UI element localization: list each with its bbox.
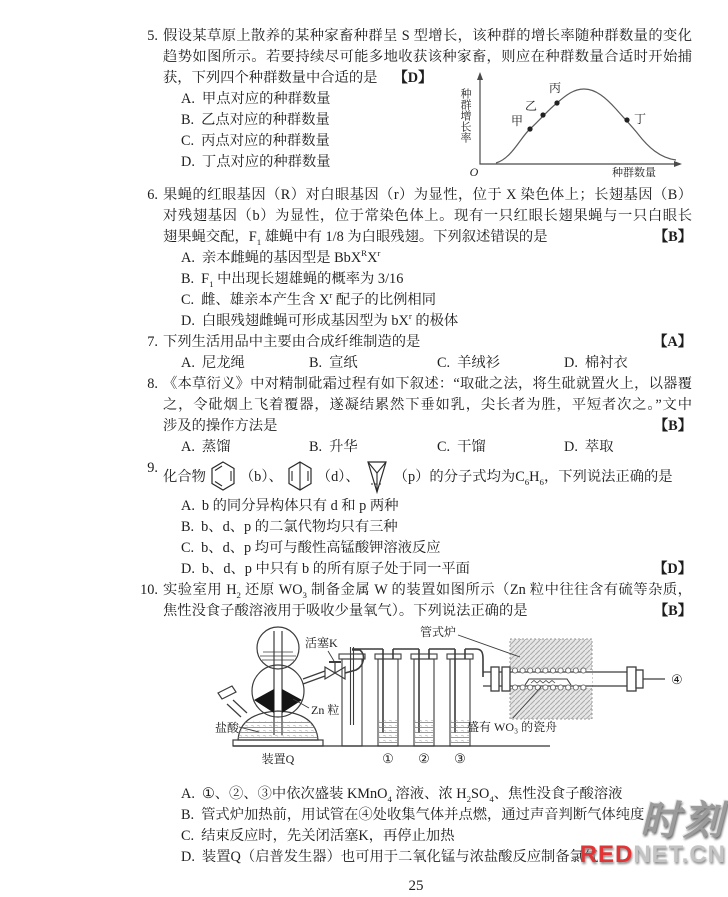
q10-option-b-text: 管式炉加热前，用试管在④处收集气体并点燃，通过声音判断气体纯度 — [201, 807, 645, 823]
q6-option-b-text: $F_1$ 中出现长翅雄蝇的概率为 3/16 — [201, 271, 404, 289]
q7-option-a-text: 尼龙绳 — [201, 355, 245, 371]
q6-option-a-text: 亲本雌蝇的基因型是 $BbX^RX^r$ — [201, 248, 381, 266]
q9-stem-prefix: 化合物 — [163, 468, 206, 485]
q8-stem-line3 — [163, 416, 692, 437]
q5-option-d — [163, 152, 444, 173]
q7-options-row — [163, 353, 692, 374]
q8-option-b-label: B. — [309, 439, 323, 455]
point-bing-label: 丙 — [548, 81, 562, 95]
question-6 — [140, 185, 692, 332]
prismane-structure-icon — [362, 458, 392, 496]
outlet-number: ④ — [671, 672, 683, 687]
point-ding-label: 丁 — [634, 112, 647, 126]
q8-stem-line3-text: 涉及的操作方法是 — [163, 418, 278, 434]
point-jia-label: 甲 — [510, 114, 523, 128]
q5-option-a-text: 甲点对应的种群数量 — [201, 91, 331, 107]
q8-option-b-text: 升华 — [329, 439, 358, 455]
q10-option-d-text: 装置Q（启普发生器）也可用于二氧化锰与浓盐酸反应制备氯气 — [201, 849, 599, 865]
q8-options-row — [163, 437, 692, 458]
y-axis-label: 种群增长率 — [459, 88, 471, 143]
q6-option-c-text: 雌、雄亲本产生含 $X^r$ 配子的比例相同 — [201, 290, 437, 308]
q8-stem-line2: 之，令砒烟上飞着覆器，遂凝结累然下垂如乳，尖长者为胜，平短者次之。”文中 — [163, 397, 692, 413]
q9-option-c-text: b、d、p 均可与酸性高锰酸钾溶液反应 — [201, 540, 441, 556]
q5-option-b — [163, 110, 444, 131]
q5-option-d-label: D. — [181, 154, 195, 170]
q8-option-c-text: 干馏 — [457, 439, 486, 455]
q6-option-a-label: A. — [181, 250, 195, 266]
population-growth-rate-chart — [444, 68, 692, 185]
q9-option-d — [163, 559, 692, 580]
q9-stem-tail: （p）的分子式均为$C_6H_6$，下列说法正确的是 — [393, 468, 673, 487]
acid-label: 盐酸 — [215, 721, 240, 735]
q7-answer-marker: 【A】 — [653, 334, 692, 350]
q8-option-d — [564, 437, 692, 458]
q5-stem-line3-text: 获，下列四个种群数量中合适的是 — [163, 70, 378, 86]
bell-curve — [496, 89, 676, 163]
point-ding-dot — [624, 117, 629, 122]
q6-number: 6. — [147, 187, 158, 203]
q10-option-d-label: D. — [181, 849, 195, 865]
q9-answer-marker: 【D】 — [653, 561, 692, 577]
q9-option-a — [163, 496, 692, 517]
bottle1-number: ① — [382, 751, 394, 766]
q6-option-d-text: 白眼残翅雌蝇可形成基因型为 $bX^r$ 的极体 — [201, 311, 459, 329]
q8-option-c — [437, 437, 564, 458]
q7-option-d-label: D. — [564, 355, 578, 371]
q9-b-label: （b）、 — [239, 468, 283, 485]
q5-option-b-label: B. — [181, 112, 195, 128]
q6-answer-marker: 【B】 — [653, 229, 692, 245]
point-bing-dot — [554, 100, 559, 105]
q8-option-a — [181, 437, 309, 458]
question-9 — [140, 458, 692, 580]
q10-option-b-label: B. — [181, 807, 195, 823]
q5-option-b-text: 乙点对应的种群数量 — [201, 112, 330, 128]
q10-answer-marker: 【B】 — [653, 603, 692, 619]
device-q-label: 装置Q — [261, 752, 295, 766]
q6-option-b-label: B. — [181, 271, 195, 287]
point-yi-dot — [540, 112, 545, 117]
watermark-gray-part: NET.CN — [633, 841, 726, 868]
exam-page-content — [140, 26, 692, 897]
q9-option-b-text: b、d、p 的二氯代物均只有三种 — [201, 519, 398, 535]
acid-liquid — [238, 721, 318, 740]
x-axis-label: 种群数量 — [612, 167, 656, 178]
question-7 — [140, 332, 692, 374]
q8-option-a-text: 蒸馏 — [201, 439, 231, 455]
bottle3-number: ③ — [454, 751, 466, 766]
q7-option-c-label: C. — [437, 355, 451, 371]
q5-stem-line1: 假设某草原上散养的某种家畜种群呈 S 型增长，该种群的增长率随种群数量的变化 — [163, 28, 692, 44]
q5-option-d-text: 丁点对应的种群数量 — [201, 154, 331, 170]
q6-option-b — [163, 269, 692, 290]
point-yi-label: 乙 — [524, 99, 537, 113]
q5-stem-line2: 趋势如图所示。若要持续尽可能多地收获该种家畜，则应在种群数量合适时开始捕 — [163, 49, 692, 65]
question-5 — [140, 26, 692, 185]
q6-option-c-label: C. — [181, 292, 195, 308]
q8-number: 8. — [147, 376, 158, 392]
q6-option-d-label: D. — [181, 313, 195, 329]
q10-stem-line2-text: 焦性没食子酸溶液用于吸收少量氧气）。下列说法正确的是 — [163, 603, 528, 619]
q5-stem-line3 — [163, 68, 444, 89]
q7-option-c — [437, 353, 564, 374]
q8-option-b — [309, 437, 437, 458]
x-axis-arrow — [674, 161, 682, 167]
q7-option-a — [181, 353, 309, 374]
q5-option-a — [163, 89, 444, 110]
q9-d-label: （d）、 — [316, 468, 360, 485]
bottle2-liquid — [415, 718, 433, 745]
zinc-granules-left — [254, 689, 274, 713]
stopcock-label: 活塞K — [305, 636, 338, 650]
q8-option-a-label: A. — [181, 439, 195, 455]
q7-stem-text: 下列生活用品中主要由合成纤维制造的是 — [163, 334, 421, 350]
q10-option-c-text: 结束反应时，先关闭活塞K，再停止加热 — [201, 828, 455, 844]
q6-option-d — [163, 311, 692, 332]
point-jia-dot — [527, 126, 532, 131]
q5-answer-marker: 【D】 — [393, 70, 433, 86]
question-8 — [140, 374, 692, 458]
q8-stem-line1: 《本草衍义》中对精制砒霜过程有如下叙述：“取砒之法，将生砒就置火上，以器覆 — [163, 376, 692, 392]
watermark-brand-en — [580, 843, 726, 867]
q5-option-c-label: C. — [181, 133, 195, 149]
q7-option-b — [309, 353, 437, 374]
q5-option-c-text: 丙点对应的种群数量 — [201, 133, 330, 149]
page-number: 25 — [408, 878, 424, 894]
q8-option-c-label: C. — [437, 439, 451, 455]
q5-option-c — [163, 131, 444, 152]
y-axis-arrow — [477, 72, 483, 80]
q8-option-d-label: D. — [564, 439, 578, 455]
q7-option-b-label: B. — [309, 355, 323, 371]
q6-stem-line1: 果蝇的红眼基因（R）对白眼基因（r）为显性，位于 X 染色体上；长翅基因（B） — [163, 187, 692, 203]
watermark — [579, 798, 726, 868]
q7-option-d — [564, 353, 692, 374]
q9-stem-line — [163, 458, 692, 496]
q8-option-d-text: 萃取 — [584, 439, 614, 455]
q9-option-b-label: B. — [181, 519, 195, 535]
q9-option-d-text: b、d、p 中只有 b 的所有原子处于同一平面 — [201, 561, 470, 577]
q6-option-a — [163, 248, 692, 269]
q9-option-c — [163, 538, 692, 559]
q9-option-b — [163, 517, 692, 538]
q6-option-c — [163, 290, 692, 311]
q10-option-a-text: ①、②、③中依次盛装 KMnO$_4$ 溶液、浓 $H_2SO_4$、焦性没食子酸溶液 — [201, 786, 623, 804]
q7-option-b-text: 宣纸 — [329, 355, 358, 371]
q10-option-c-label: C. — [181, 828, 195, 844]
q8-answer-marker: 【B】 — [653, 418, 692, 434]
q6-stem-line3 — [163, 227, 692, 248]
watermark-red-part: RED — [579, 841, 634, 868]
growth-rate-curve-figure — [444, 68, 692, 178]
boat-label: 盛有 WO₃ 的瓷舟 — [467, 720, 558, 734]
q7-stem-line1 — [163, 332, 692, 353]
q6-stem-line2: 对残翅基因（b）为显性，位于常染色体上。现有一只红眼长翅果蝇与一只白眼长 — [163, 208, 692, 224]
zinc-label: Zn 粒 — [311, 703, 340, 717]
q9-option-d-label: D. — [181, 561, 195, 577]
q5-number: 5. — [147, 28, 158, 44]
q7-number: 7. — [147, 334, 158, 350]
q9-option-a-label: A. — [181, 498, 195, 514]
q10-number: 10. — [140, 582, 158, 598]
q9-option-c-label: C. — [181, 540, 195, 556]
benzene-structure-icon — [208, 459, 238, 495]
zinc-granules-right — [282, 689, 302, 713]
q10-option-a-label: A. — [181, 786, 195, 802]
watermark-brand-cn: 时刻 — [640, 798, 726, 843]
bottle1-liquid — [379, 718, 397, 745]
q9-number: 9. — [147, 460, 158, 476]
q10-stem-line2 — [163, 601, 692, 622]
origin-label: O — [469, 165, 479, 178]
q9-option-a-text: b 的同分异构体只有 d 和 p 两种 — [201, 498, 399, 514]
dewar-benzene-structure-icon — [285, 459, 315, 495]
bottle2-number: ② — [418, 751, 430, 766]
hydrogen-reduction-apparatus-figure — [215, 625, 692, 782]
q6-stem-line3-text: 翅果蝇交配，$F_1$ 雄蝇中有 1/8 为白眼残翅。下列叙述错误的是 — [163, 229, 548, 247]
q7-option-c-text: 羊绒衫 — [457, 355, 501, 371]
q7-option-a-label: A. — [181, 355, 195, 371]
q5-option-a-label: A. — [181, 91, 195, 107]
furnace-label: 管式炉 — [420, 625, 457, 639]
q10-stem-line1: 实验室用 $H_2$ 还原 $WO_3$ 制备金属 W 的装置如图所示（Zn 粒中往往含有硫等杂质， — [163, 582, 692, 600]
q7-option-d-text: 棉衬衣 — [584, 355, 628, 371]
